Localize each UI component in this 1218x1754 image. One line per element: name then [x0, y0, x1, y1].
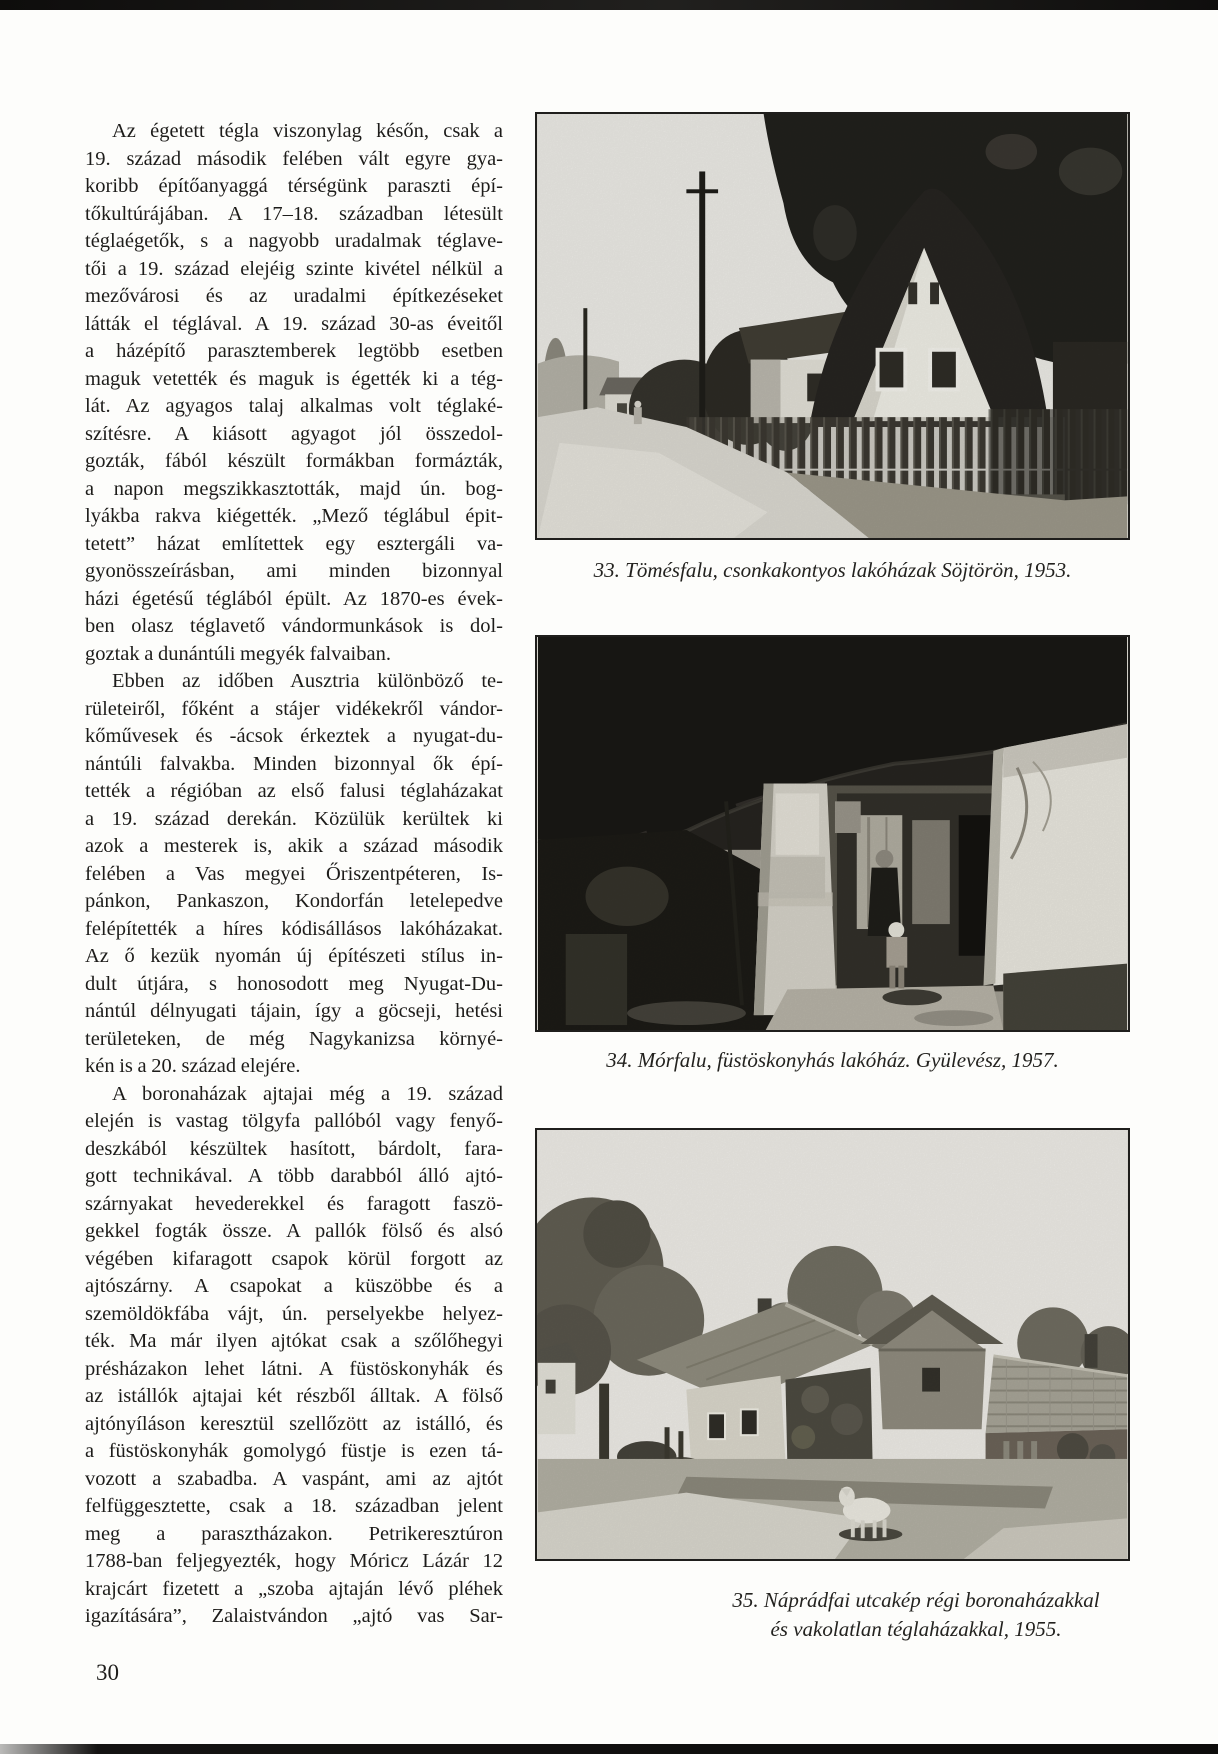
text-line: ben olasz téglavető vándormunkások is dol- — [85, 615, 503, 637]
text-line: az istállók ajtajai két részből álltak. A fölső — [85, 1385, 503, 1407]
text-line: ték. Ma már ilyen ajtókat csak a szőlőhegyi — [85, 1330, 503, 1352]
text-line: gozták, fából készült formákban formázták, — [85, 450, 503, 472]
figure-35-caption-line1: 35. Náprádfai utcakép régi boronaházakkal — [732, 1588, 1100, 1612]
text-line: a napon megszikkasztották, majd ún. bog- — [85, 477, 503, 500]
photo-35-illustration — [537, 1130, 1128, 1559]
text-line: végében kifaragott csapok körül forgott az — [85, 1247, 503, 1270]
figure-34-photo — [535, 635, 1130, 1032]
text-line: mezővárosi és az uradalmi építkezéseket — [85, 285, 503, 307]
text-line: A boronaházak ajtajai még a 19. század — [112, 1082, 503, 1105]
text-line: meg a parasztházakon. Petrikeresztúron — [85, 1522, 503, 1545]
photo-33-illustration — [537, 114, 1128, 538]
text-line: elején is vastag tölgyfa pallóból vagy fenyő- — [85, 1110, 503, 1132]
text-line: maguk vetették és maguk is égették ki a tég- — [85, 367, 503, 390]
photo-34-illustration — [537, 637, 1128, 1030]
text-line: kőművesek és -ácsok érkeztek a nyugat-du- — [85, 725, 503, 747]
text-line: présházakon lehet látni. A füstöskonyhák és — [85, 1357, 503, 1380]
figure-34-caption: 34. Mórfalu, füstöskonyhás lakóház. Gyülevész, 1957. — [606, 1048, 1059, 1072]
text-line: tőkultúrájában. A 17–18. században létesült — [85, 202, 503, 225]
text-line: felfüggesztette, csak a 18. században jelent — [85, 1495, 503, 1517]
text-line: 1788-ban feljegyezték, hogy Móricz Lázár 12 — [85, 1550, 503, 1572]
text-line: téglaégetők, s a nagyobb uradalmak téglave- — [85, 230, 503, 252]
text-line: Az ő kezük nyomán új építészeti stílus in- — [85, 945, 503, 967]
text-line: dult útjára, s honosodott meg Nyugat-Du- — [85, 972, 503, 995]
text-line: Ebben az időben Ausztria különböző te- — [112, 670, 503, 692]
text-line: gekkel fogták össze. A pallók fölső és alsó — [85, 1220, 503, 1242]
text-line: felében a Vas megyei Őriszentpéteren, Is- — [85, 862, 503, 885]
text-line: goztak a dunántúli megyék falvaiban. — [85, 642, 391, 665]
text-line: házi égetésű téglából épült. Az 1870-es évek- — [85, 587, 503, 610]
figure-35-photo — [535, 1128, 1130, 1561]
page-number: 30 — [96, 1660, 119, 1685]
text-line: a 19. század derekán. Közülük kerültek ki — [85, 807, 503, 830]
text-line: a füstöskonyhák gomolygó füstje is ezen tá- — [85, 1440, 503, 1462]
text-line: gyonösszeírásban, ami minden bizonnyal — [85, 560, 503, 582]
text-line: azok a mesterek is, akik a század második — [85, 835, 503, 857]
text-line: ajtószárny. A csapokat a küszöbbe és a — [85, 1275, 503, 1297]
text-line: koribb építőanyaggá térségünk paraszti épí- — [85, 175, 503, 197]
text-line: a házépítő parasztemberek legtöbb esetben — [85, 340, 503, 362]
text-line: szítésre. A kiásott agyagot jól összedol- — [85, 422, 503, 445]
figure-35 — [535, 1128, 1130, 1561]
scan-edge-top — [0, 0, 1218, 10]
scan-edge-bottom — [0, 1744, 1218, 1754]
text-line: Az égetett tégla viszonylag későn, csak a — [112, 120, 503, 142]
figure-33-photo — [535, 112, 1130, 540]
text-line: igazítására”, Zalaistvándon „ajtó vas Sar- — [85, 1605, 503, 1627]
figure-35-caption — [700, 1586, 1132, 1644]
text-line: nántúli falvakba. Minden bizonnyal ők épí- — [85, 752, 503, 775]
text-line: szemöldökfába vájt, ún. perselyekbe helyez- — [85, 1302, 503, 1325]
text-line: lyákba rakva kiégették. „Mező téglábul épit- — [85, 505, 503, 527]
text-line: látták el téglával. A 19. század 30-as éveitől — [85, 312, 503, 335]
text-line: felépítették a híres kódisállásos lakóházakat. — [85, 917, 503, 940]
text-line: tetett” házat említettek egy esztergáli va- — [85, 532, 503, 555]
article-text-column — [85, 118, 503, 1631]
figure-35-caption-line2: és vakolatlan téglaházakkal, 1955. — [770, 1617, 1062, 1641]
text-line: rületeiről, főként a stájer vidékekről vándor- — [85, 697, 503, 720]
figure-33 — [535, 112, 1130, 540]
text-line: pánkon, Pankaszon, Kondorfán letelepedve — [85, 890, 503, 912]
text-line: deszkából készültek hasított, bárdolt, fara- — [85, 1137, 503, 1160]
text-line: kén is a 20. század elejére. — [85, 1055, 301, 1077]
text-line: tették a régióban az első falusi téglaházakat — [85, 780, 503, 802]
text-line: lát. Az agyagos talaj alkalmas volt téglaké- — [85, 395, 503, 417]
text-line: 19. század második felében vált egyre gya- — [85, 147, 503, 170]
text-line: szárnyakat hevederekkel és faragott faszö- — [85, 1192, 503, 1215]
text-line: krajcárt fizetett a „szoba ajtaján lévő pléhek — [85, 1577, 503, 1600]
text-line: tői a 19. század elejéig szinte kivétel nélkül a — [85, 257, 503, 280]
text-line: ajtónyíláson keresztül szellőzött az istálló, és — [85, 1412, 503, 1435]
text-line: nántúl délnyugati tájain, így a göcseji, hetési — [85, 1000, 503, 1022]
text-line: gott technikával. A több darabból álló ajtó- — [85, 1165, 503, 1187]
figure-33-caption: 33. Tömésfalu, csonkakontyos lakóházak Söjtörön, 1953. — [593, 558, 1072, 582]
figure-34 — [535, 635, 1130, 1032]
text-line: területeken, de még Nagykanizsa környé- — [85, 1027, 503, 1050]
text-line: vozott a szabadba. A vaspánt, ami az ajtót — [85, 1467, 503, 1490]
